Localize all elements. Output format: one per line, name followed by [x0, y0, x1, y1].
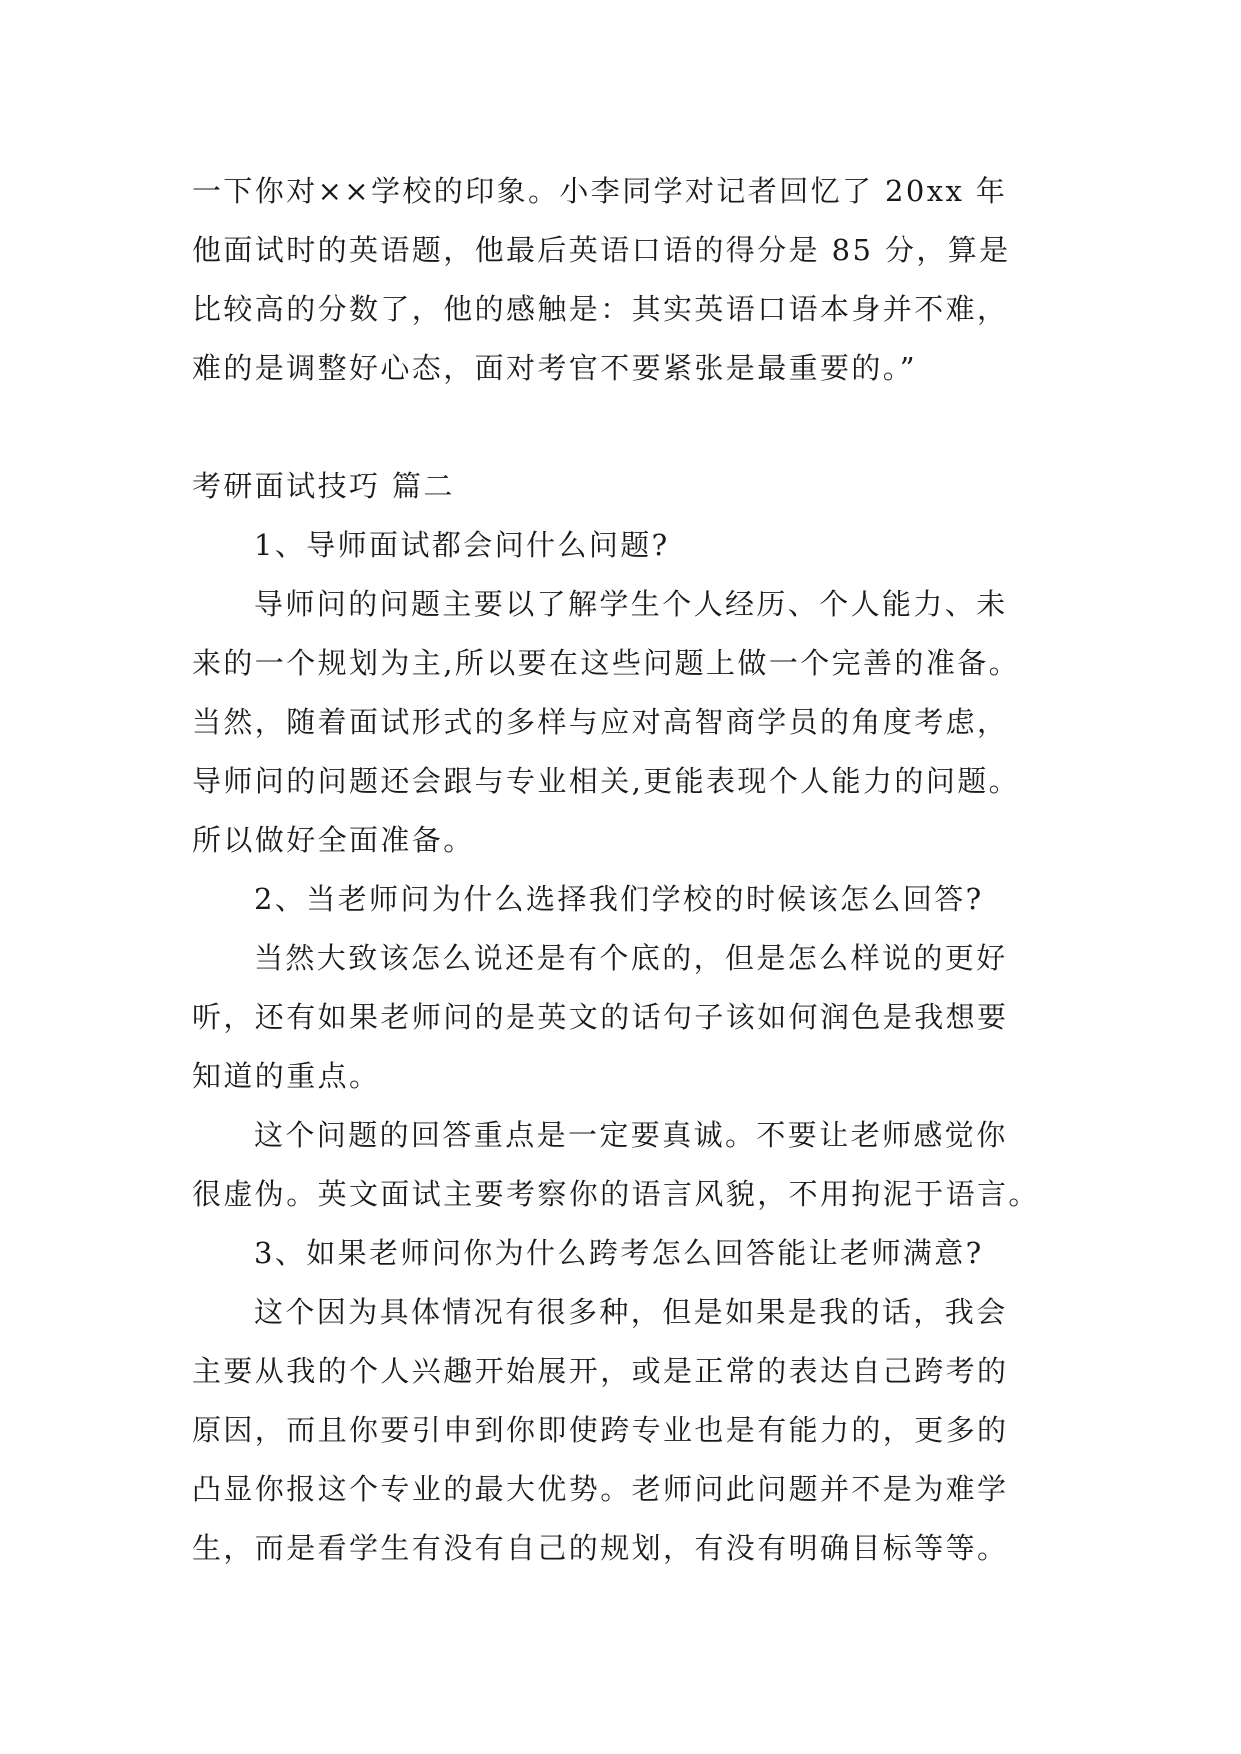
paragraph-line: 比较高的分数了，他的感触是：其实英语口语本身并不难，: [192, 292, 1009, 326]
paragraph-line: 主要从我的个人兴趣开始展开，或是正常的表达自己跨考的: [192, 1354, 1009, 1388]
paragraph-line: 难的是调整好心态，面对考官不要紧张是最重要的。”: [192, 351, 917, 385]
paragraph-line: 这个问题的回答重点是一定要真诚。不要让老师感觉你: [254, 1118, 1008, 1152]
paragraph-line: 导师问的问题主要以了解学生个人经历、个人能力、未: [254, 587, 1008, 621]
paragraph-line: 他面试时的英语题，他最后英语口语的得分是 85 分，算是: [192, 233, 1011, 267]
paragraph-line: 所以做好全面准备。: [192, 823, 475, 857]
spacer: [192, 398, 1072, 457]
paragraph-line: 原因，而且你要引申到你即使跨专业也是有能力的，更多的: [192, 1413, 1009, 1447]
document-body: [192, 162, 1072, 1578]
paragraph-line: 很虚伪。英文面试主要考察你的语言风貌，不用拘泥于语言。: [192, 1177, 1040, 1211]
paragraph-line: 听，还有如果老师问的是英文的话句子该如何润色是我想要: [192, 1000, 1009, 1034]
paragraph-line: 一下你对××学校的印象。小李同学对记者回忆了 20xx 年: [192, 174, 1008, 208]
paragraph-line: 生，而是看学生有没有自己的规划，有没有明确目标等等。: [192, 1531, 1009, 1565]
paragraph-line: 当然大致该怎么说还是有个底的，但是怎么样说的更好: [254, 941, 1008, 975]
paragraph-line: 凸显你报这个专业的最大优势。老师问此问题并不是为难学: [192, 1472, 1009, 1506]
paragraph-line: 来的一个规划为主,所以要在这些问题上做一个完善的准备。: [192, 646, 1021, 680]
question-heading: 1、导师面试都会问什么问题?: [254, 528, 670, 562]
paragraph-line: 导师问的问题还会跟与专业相关,更能表现个人能力的问题。: [192, 764, 1021, 798]
question-heading: 3、如果老师问你为什么跨考怎么回答能让老师满意?: [254, 1236, 984, 1270]
paragraph-line: 当然，随着面试形式的多样与应对高智商学员的角度考虑，: [192, 705, 1009, 739]
paragraph-line: 这个因为具体情况有很多种，但是如果是我的话，我会: [254, 1295, 1008, 1329]
section-title: 考研面试技巧 篇二: [192, 469, 455, 503]
question-heading: 2、当老师问为什么选择我们学校的时候该怎么回答?: [254, 882, 984, 916]
paragraph-line: 知道的重点。: [192, 1059, 381, 1093]
